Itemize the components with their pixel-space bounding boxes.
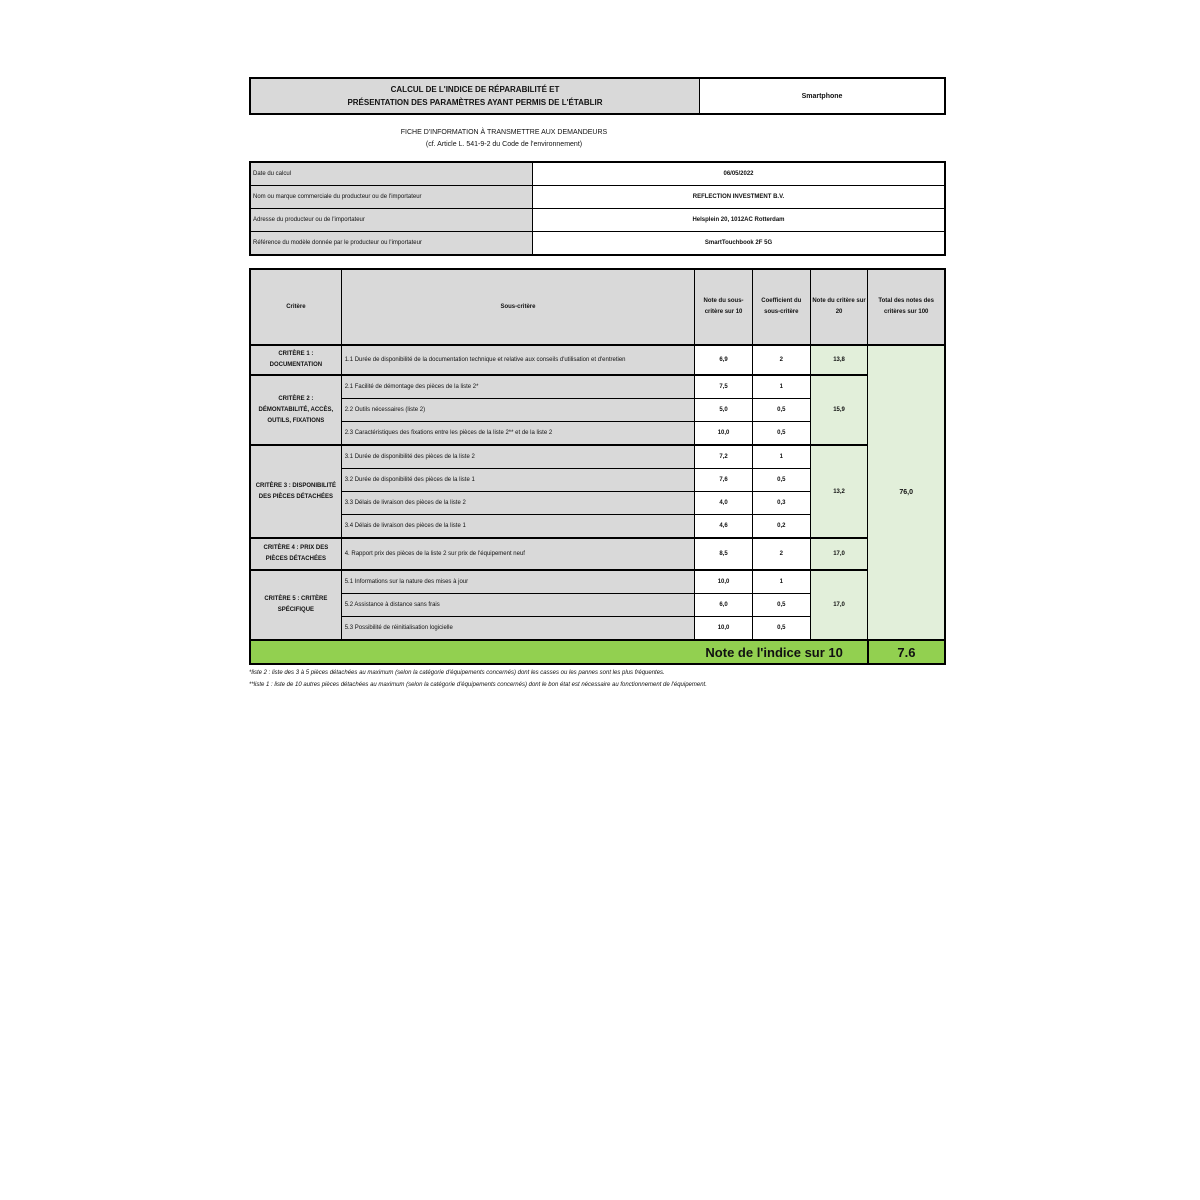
subcriterion-label: 2.2 Outils nécessaires (liste 2)	[341, 399, 694, 422]
subcriterion-score: 6,0	[695, 594, 753, 617]
sheet-title	[250, 78, 700, 114]
table-row	[250, 445, 945, 469]
table-row	[250, 345, 945, 375]
subtitle-line-1: FICHE D'INFORMATION À TRANSMETTRE AUX DEMANDEURS	[400, 129, 608, 136]
criterion-score20: 15,9	[810, 375, 868, 445]
subcriterion-score: 10,0	[695, 617, 753, 641]
criterion-name: CRITÈRE 3 : DISPONIBILITÉ DES PIÈCES DÉTACHÉES	[250, 445, 341, 538]
subcriterion-coef: 2	[752, 538, 810, 570]
subcriterion-label: 5.2 Assistance à distance sans frais	[341, 594, 694, 617]
criterion-score20: 13,2	[810, 445, 868, 538]
criterion-score20: 13,8	[810, 345, 868, 375]
info-value: SmartTouchbook 2F 5G	[533, 232, 946, 256]
info-label: Nom ou marque commerciale du producteur ou de l'importateur	[250, 186, 533, 209]
criterion-score20: 17,0	[810, 570, 868, 640]
info-label: Référence du modèle donnée par le producteur ou l'importateur	[250, 232, 533, 256]
subcriterion-label: 3.3 Délais de livraison des pièces de la liste 2	[341, 492, 694, 515]
title-line-2: PRÉSENTATION DES PARAMÈTRES AYANT PERMIS DE L'ÉTABLIR	[347, 98, 603, 107]
info-value: 06/05/2022	[533, 162, 946, 186]
subcriterion-coef: 1	[752, 570, 810, 594]
col-subcriterion: Sous-critère	[341, 269, 694, 345]
footnotes	[249, 667, 946, 691]
subcriterion-label: 1.1 Durée de disponibilité de la documentation technique et relative aux conseils d'utilisation et d'entretien	[341, 345, 694, 375]
subcriterion-coef: 0,3	[752, 492, 810, 515]
table-row	[250, 538, 945, 570]
subcriterion-label: 5.1 Informations sur la nature des mises à jour	[341, 570, 694, 594]
title-line-1: CALCUL DE L'INDICE DE RÉPARABILITÉ ET	[390, 85, 560, 94]
criterion-name: CRITÈRE 5 : CRITÈRE SPÉCIFIQUE	[250, 570, 341, 640]
subcriterion-coef: 0,5	[752, 399, 810, 422]
final-score-label: Note de l'indice sur 10	[250, 640, 868, 664]
col-score20: Note du critère sur 20	[810, 269, 868, 345]
criterion-score20: 17,0	[810, 538, 868, 570]
footnote-2: **liste 1 : liste de 10 autres pièces détachées au maximum (selon la catégorie d'équipements concernés) dont le bon état est nécessaire au fonctionnement de l'équipement.	[249, 682, 707, 688]
subcriterion-label: 3.1 Durée de disponibilité des pièces de la liste 2	[341, 445, 694, 469]
info-row	[250, 186, 945, 209]
final-score-row	[250, 640, 945, 664]
criterion-name: CRITÈRE 4 : PRIX DES PIÈCES DÉTACHÉES	[250, 538, 341, 570]
info-value: REFLECTION INVESTMENT B.V.	[533, 186, 946, 209]
subcriterion-score: 4,6	[695, 515, 753, 539]
subcriterion-score: 8,5	[695, 538, 753, 570]
category: Smartphone	[700, 78, 946, 114]
subcriterion-coef: 0,5	[752, 422, 810, 446]
footnote-1: *liste 2 : liste des 3 à 5 pièces détachées au maximum (selon la catégorie d'équipements concernés) dont les casses ou les pannes sont les plus fréquentes.	[249, 670, 665, 676]
final-score-value: 7.6	[868, 640, 945, 664]
total-score100: 76,0	[868, 345, 945, 640]
subtitle-line-2: (cf. Article L. 541-9-2 du Code de l'environnement)	[425, 141, 583, 148]
subcriterion-label: 3.4 Délais de livraison des pièces de la liste 1	[341, 515, 694, 539]
info-row	[250, 162, 945, 186]
subcriterion-score: 7,5	[695, 375, 753, 399]
criterion-name: CRITÈRE 1 : DOCUMENTATION	[250, 345, 341, 375]
col-criterion: Critère	[250, 269, 341, 345]
subcriterion-label: 5.3 Possibilité de réinitialisation logicielle	[341, 617, 694, 641]
subtitle	[254, 127, 754, 151]
subcriterion-label: 3.2 Durée de disponibilité des pièces de la liste 1	[341, 469, 694, 492]
criteria-table	[249, 268, 946, 665]
header-row	[250, 269, 945, 345]
col-total: Total des notes des critères sur 100	[868, 269, 945, 345]
subcriterion-coef: 1	[752, 445, 810, 469]
col-score: Note du sous-critère sur 10	[695, 269, 753, 345]
subcriterion-label: 2.1 Facilité de démontage des pièces de la liste 2*	[341, 375, 694, 399]
subcriterion-coef: 0,5	[752, 469, 810, 492]
criterion-name: CRITÈRE 2 : DÉMONTABILITÉ, ACCÈS, OUTILS, FIXATIONS	[250, 375, 341, 445]
col-coef: Coefficient du sous-critère	[752, 269, 810, 345]
subcriterion-score: 7,2	[695, 445, 753, 469]
subcriterion-label: 4. Rapport prix des pièces de la liste 2 sur prix de l'équipement neuf	[341, 538, 694, 570]
info-row	[250, 232, 945, 256]
subcriterion-coef: 2	[752, 345, 810, 375]
subcriterion-score: 6,9	[695, 345, 753, 375]
info-table	[249, 161, 946, 256]
subcriterion-coef: 0,5	[752, 617, 810, 641]
subcriterion-score: 7,6	[695, 469, 753, 492]
info-label: Date du calcul	[250, 162, 533, 186]
subcriterion-coef: 1	[752, 375, 810, 399]
info-value: Helsplein 20, 1012AC Rotterdam	[533, 209, 946, 232]
subcriterion-coef: 0,2	[752, 515, 810, 539]
subcriterion-label: 2.3 Caractéristiques des fixations entre les pièces de la liste 2** et de la liste 2	[341, 422, 694, 446]
header-table	[249, 77, 946, 115]
table-row	[250, 570, 945, 594]
repairability-sheet	[249, 77, 946, 691]
table-row	[250, 375, 945, 399]
subcriterion-score: 10,0	[695, 570, 753, 594]
info-row	[250, 209, 945, 232]
subcriterion-coef: 0,5	[752, 594, 810, 617]
subcriterion-score: 10,0	[695, 422, 753, 446]
subcriterion-score: 4,0	[695, 492, 753, 515]
info-label: Adresse du producteur ou de l'importateur	[250, 209, 533, 232]
subcriterion-score: 5,0	[695, 399, 753, 422]
